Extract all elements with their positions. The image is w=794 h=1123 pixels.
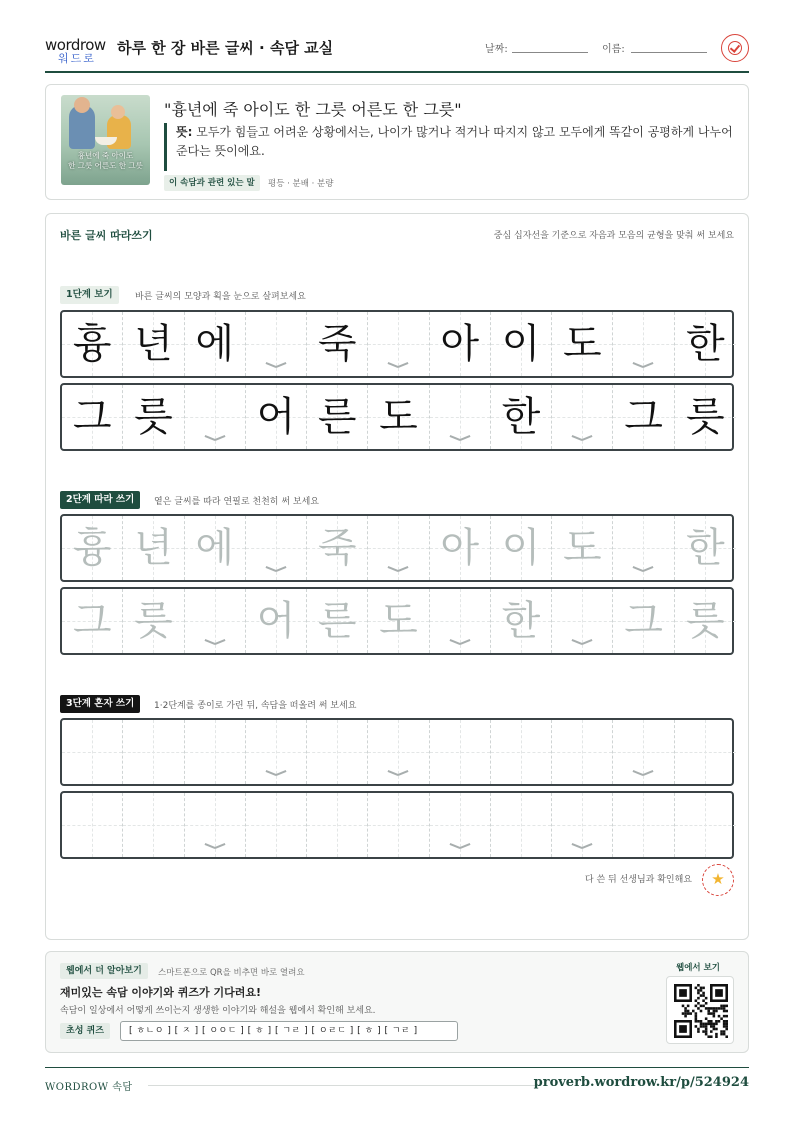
grid-cell[interactable]	[613, 793, 674, 857]
grid-cell[interactable]	[613, 720, 674, 784]
grid-cell[interactable]	[368, 793, 429, 857]
grid-glyph: 년	[134, 321, 173, 367]
related-words-badge: 이 속담과 관련 있는 말	[164, 175, 260, 191]
space-mark-icon	[205, 433, 225, 441]
grid-glyph: 흉	[72, 525, 112, 571]
check-seal-icon	[721, 34, 749, 62]
grid-cell[interactable]	[307, 589, 368, 653]
space-mark-icon	[450, 841, 470, 849]
space-mark-icon	[388, 564, 408, 572]
illustration-caption: 흉년에 죽 아이도 한 그릇 어른도 한 그릇	[68, 151, 143, 170]
grid-cell	[185, 312, 246, 376]
grid-cell	[552, 385, 613, 449]
grid-glyph: 릇	[134, 598, 173, 644]
space-mark-icon	[388, 768, 408, 776]
grid-cell[interactable]	[246, 793, 307, 857]
grid-glyph: 어	[256, 598, 296, 644]
page-title: 하루 한 장 바른 글씨 · 속담 교실	[117, 39, 334, 57]
grid-cell	[613, 385, 674, 449]
grid-cell[interactable]	[62, 720, 123, 784]
grid-glyph: 년	[134, 525, 173, 571]
grid-glyph: 한	[685, 321, 725, 367]
grid-glyph: 에	[195, 525, 234, 571]
grid-cell[interactable]	[368, 516, 429, 580]
qr-code-icon	[674, 984, 728, 1038]
grid-glyph: 한	[501, 598, 541, 644]
grid-cell[interactable]	[307, 793, 368, 857]
grid-glyph: 도	[562, 525, 602, 571]
grid-glyph: 죽	[317, 321, 357, 367]
grid-cell[interactable]	[491, 589, 552, 653]
step-2-badge: 2단계 따라 쓰기	[60, 491, 140, 509]
proverb-card	[45, 84, 749, 200]
web-info-card	[45, 951, 749, 1053]
grid-glyph: 른	[317, 598, 357, 644]
footer-brand: WORDROW 속담	[45, 1082, 133, 1093]
grid-cell[interactable]	[491, 793, 552, 857]
grid-cell[interactable]	[368, 720, 429, 784]
grid-cell[interactable]	[307, 720, 368, 784]
grid-cell[interactable]	[123, 516, 184, 580]
step-2-desc: 옅은 글씨를 따라 연필로 천천히 써 보세요	[154, 497, 319, 507]
related-words: 평등 · 분배 · 분량	[268, 179, 334, 189]
step-3-desc: 1·2단계를 종이로 가린 뒤, 속담을 떠올려 써 보세요	[154, 701, 357, 711]
grid-cell	[307, 385, 368, 449]
grid-cell[interactable]	[675, 589, 736, 653]
grid-cell	[491, 385, 552, 449]
practice-hint: 중심 십자선을 기준으로 자음과 모음의 균형을 맞춰 써 보세요	[493, 231, 734, 241]
web-more-desc: 스마트폰으로 QR을 비추면 바로 열려요	[158, 968, 305, 978]
grid-cell[interactable]	[430, 720, 491, 784]
date-field[interactable]	[512, 52, 588, 53]
grid-glyph: 한	[501, 394, 541, 440]
space-mark-icon	[450, 637, 470, 645]
space-mark-icon	[205, 637, 225, 645]
chosung-quiz: [ ㅎㄴㅇ ] [ ㅈ ] [ ㅇㅇㄷ ] [ ㅎ ] [ ㄱㄹ ] [ ㅇㄹㄷ ] [ ㅎ ] [ ㄱㄹ ]	[120, 1021, 458, 1041]
date-label: 날짜:	[485, 44, 508, 55]
grid-cell[interactable]	[246, 516, 307, 580]
wordrow-logo[interactable]	[45, 36, 107, 65]
step-3-line-1[interactable]	[60, 718, 734, 786]
grid-cell[interactable]	[123, 589, 184, 653]
space-mark-icon	[266, 360, 286, 368]
meaning-text: 모두가 힘들고 어려운 상황에서는, 나이가 많거나 적거나 따지지 않고 모두에게 똑같이 공평하게 나누어 준다는 뜻이에요.	[176, 125, 733, 158]
grid-cell[interactable]	[185, 589, 246, 653]
grid-cell	[62, 312, 123, 376]
grid-cell[interactable]	[430, 516, 491, 580]
web-more-badge: 웹에서 더 알아보기	[60, 963, 148, 979]
grid-glyph: 릇	[685, 394, 725, 440]
proverb-illustration	[61, 95, 150, 185]
grid-cell[interactable]	[430, 793, 491, 857]
step-3-line-2[interactable]	[60, 791, 734, 859]
grid-glyph: 이	[501, 321, 541, 367]
teacher-check-note: 다 쓴 뒤 선생님과 확인해요	[584, 875, 692, 885]
grid-cell	[613, 312, 674, 376]
qr-code-link[interactable]	[666, 976, 734, 1044]
grid-cell	[368, 385, 429, 449]
grid-cell[interactable]	[430, 589, 491, 653]
grid-cell[interactable]	[675, 516, 736, 580]
proverb-meaning	[164, 123, 734, 171]
grid-cell[interactable]	[491, 516, 552, 580]
grid-cell	[552, 312, 613, 376]
footer-url[interactable]: proverb.wordrow.kr/p/524924	[533, 1075, 749, 1090]
qr-label: 웹에서 보기	[675, 963, 720, 973]
grid-cell[interactable]	[368, 589, 429, 653]
space-mark-icon	[572, 841, 592, 849]
space-mark-icon	[633, 768, 653, 776]
meaning-label: 뜻:	[176, 125, 193, 139]
grid-glyph: 그	[624, 598, 663, 644]
logo-korean: 워드로	[58, 52, 96, 65]
grid-glyph: 아	[440, 525, 480, 571]
footer-divider	[148, 1085, 537, 1086]
grid-cell[interactable]	[246, 720, 307, 784]
step-3-badge: 3단계 혼자 쓰기	[60, 695, 140, 713]
grid-cell[interactable]	[307, 516, 368, 580]
grid-cell	[675, 312, 736, 376]
step-2-line-2[interactable]	[60, 587, 734, 655]
grid-glyph: 아	[440, 321, 480, 367]
grid-cell[interactable]	[552, 720, 613, 784]
grid-glyph: 흉	[72, 321, 112, 367]
grid-cell	[307, 312, 368, 376]
grid-glyph: 이	[501, 525, 541, 571]
page-footer	[45, 1067, 749, 1097]
space-mark-icon	[266, 564, 286, 572]
grid-cell[interactable]	[675, 720, 736, 784]
grid-cell	[123, 312, 184, 376]
grid-cell	[430, 385, 491, 449]
space-mark-icon	[633, 564, 653, 572]
grid-cell	[185, 385, 246, 449]
grid-glyph: 어	[256, 394, 296, 440]
space-mark-icon	[572, 637, 592, 645]
grid-cell[interactable]	[62, 516, 123, 580]
info-title: 재미있는 속담 이야기와 퀴즈가 기다려요!	[60, 986, 261, 999]
step-2-line-1[interactable]	[60, 514, 734, 582]
step-1-line-1	[60, 310, 734, 378]
grid-cell[interactable]	[552, 793, 613, 857]
grid-cell[interactable]	[123, 720, 184, 784]
grid-cell[interactable]	[185, 720, 246, 784]
grid-cell	[246, 312, 307, 376]
grid-cell	[62, 385, 123, 449]
grid-cell[interactable]	[675, 793, 736, 857]
grid-cell	[430, 312, 491, 376]
quiz-badge: 초성 퀴즈	[60, 1023, 110, 1039]
space-mark-icon	[572, 433, 592, 441]
grid-glyph: 죽	[317, 525, 357, 571]
step-1-badge: 1단계 보기	[60, 286, 119, 304]
space-mark-icon	[266, 768, 286, 776]
space-mark-icon	[205, 841, 225, 849]
name-label: 이름:	[602, 44, 625, 55]
grid-cell[interactable]	[185, 793, 246, 857]
grid-cell[interactable]	[62, 589, 123, 653]
grid-glyph: 도	[379, 394, 418, 440]
info-desc: 속담이 일상에서 어떻게 쓰이는지 생생한 이야기와 해설을 웹에서 확인해 보세요.	[60, 1006, 376, 1016]
grid-glyph: 그	[624, 394, 663, 440]
grid-glyph: 그	[72, 394, 112, 440]
grid-cell	[491, 312, 552, 376]
grid-glyph: 한	[685, 525, 725, 571]
space-mark-icon	[633, 360, 653, 368]
practice-panel	[45, 213, 749, 940]
space-mark-icon	[450, 433, 470, 441]
grid-cell[interactable]	[613, 589, 674, 653]
name-field[interactable]	[631, 52, 707, 53]
grid-cell	[123, 385, 184, 449]
grid-cell[interactable]	[613, 516, 674, 580]
step-1-line-2	[60, 383, 734, 451]
grid-glyph: 그	[72, 598, 112, 644]
grid-glyph: 에	[195, 321, 234, 367]
proverb-title: "흉년에 죽 아이도 한 그릇 어른도 한 그릇"	[164, 100, 462, 119]
grid-cell[interactable]	[552, 516, 613, 580]
grid-glyph: 릇	[134, 394, 173, 440]
grid-glyph: 도	[379, 598, 418, 644]
step-1-desc: 바른 글씨의 모양과 획을 눈으로 살펴보세요	[135, 292, 306, 302]
grid-cell[interactable]	[62, 793, 123, 857]
practice-title: 바른 글씨 따라쓰기	[60, 229, 153, 242]
grid-cell[interactable]	[491, 720, 552, 784]
grid-cell	[368, 312, 429, 376]
space-mark-icon	[388, 360, 408, 368]
grid-cell	[675, 385, 736, 449]
grid-glyph: 릇	[685, 598, 725, 644]
grid-cell	[246, 385, 307, 449]
grid-cell[interactable]	[552, 589, 613, 653]
star-stamp-icon: ★	[702, 864, 734, 896]
grid-glyph: 른	[317, 394, 357, 440]
page-header	[45, 28, 749, 73]
logo-wordmark: wordrow	[45, 36, 106, 54]
grid-cell[interactable]	[246, 589, 307, 653]
grid-cell[interactable]	[185, 516, 246, 580]
grid-cell[interactable]	[123, 793, 184, 857]
grid-glyph: 도	[562, 321, 602, 367]
